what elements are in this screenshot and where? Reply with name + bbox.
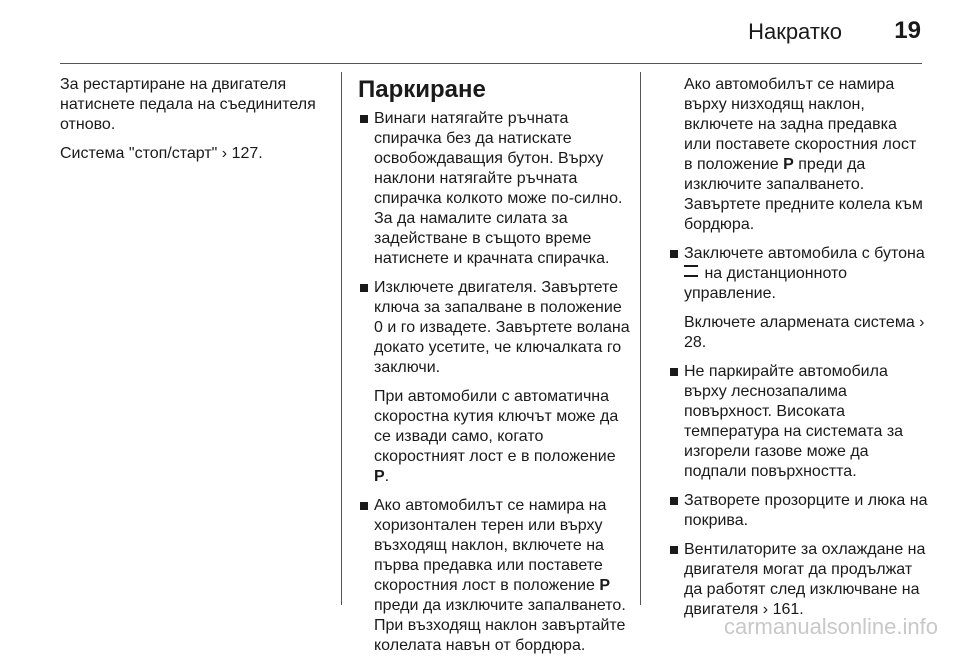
lock-button-icon xyxy=(684,265,698,277)
punctuation: . xyxy=(384,468,390,485)
column-3 xyxy=(668,75,928,629)
section-heading: Паркиране xyxy=(358,76,486,103)
page-reference-arrow-icon: › xyxy=(762,601,769,618)
paragraph-text: При автомобили с автоматична скоростна кутия ключът може да се извади само, когато скоростният лост е в положение xyxy=(374,388,619,465)
header-title: Накратко xyxy=(748,19,842,44)
bullet-item: Изключете двигателя. Завъртете ключа за запалване в положение 0 и го извадете. Завъртете волана докато усетите, че ключалката го заключи. xyxy=(358,278,630,378)
header-rule xyxy=(60,63,922,64)
page-reference-arrow-icon: › xyxy=(919,314,925,331)
column-divider-2 xyxy=(640,72,641,605)
column-divider-1 xyxy=(341,72,342,605)
page-reference[interactable]: 161. xyxy=(772,601,804,618)
paragraph xyxy=(668,75,928,235)
bullet-text: Ако автомобилът се намира на хоризонтален терен или върху възходящ наклон, включете на първа предавка или поставете скоростния лост в положение xyxy=(374,497,607,594)
bullet-item xyxy=(668,244,928,304)
paragraph: За рестартиране на двигателя натиснете педала на съединителя отново. xyxy=(60,76,316,133)
bullet-item xyxy=(358,496,630,656)
bullet-text: Заключете автомобила с бутона xyxy=(684,245,925,262)
bullet-item: Затворете прозорците и люка на покрива. xyxy=(668,491,928,531)
bullet-item: Не паркирайте автомобила върху леснозапалима повърхност. Високата температура на системата за изгорели газове може да подпали повърхността. xyxy=(668,362,928,482)
column-2 xyxy=(358,75,630,665)
paragraph xyxy=(358,387,630,487)
gear-position: P xyxy=(374,468,385,485)
page-reference-arrow-icon: › xyxy=(221,145,228,162)
bullet-text: на дистанционното управление. xyxy=(684,265,848,302)
watermark: carmanualsonline.info xyxy=(723,614,938,639)
paragraph-text: Ако автомобилът се намира върху низходящ наклон, включете на задна предавка или поставете скоростния лост в положение xyxy=(684,76,917,173)
paragraph-text: преди да изключите запалването. Завъртете предните колела към бордюра. xyxy=(684,156,923,233)
bullet-item xyxy=(668,540,928,620)
paragraph-text: Система "стоп/старт" xyxy=(60,145,218,162)
bullet-item: Винаги натягайте ръчната спирачка без да натискате освобождаващия бутон. Върху наклони натягайте ръчната спирачка колкото може по-силно. За да намалите силата за задействане в същото време натиснете и крачната спирачка. xyxy=(358,109,630,269)
gear-position: P xyxy=(783,156,794,173)
paragraph xyxy=(668,313,928,353)
page-reference[interactable]: 127. xyxy=(231,145,263,162)
gear-position: P xyxy=(599,577,611,594)
paragraph-text: Включете алармената система xyxy=(684,314,915,331)
bullet-text: Вентилаторите за охлаждане на двигателя могат да продължат да работят след изключване на двигателя xyxy=(684,541,926,618)
page-number: 19 xyxy=(894,17,921,44)
column-1 xyxy=(60,75,330,173)
bullet-text: преди да изключите запалването. При възходящ наклон завъртайте колелата навън от бордюра. xyxy=(374,597,626,654)
page-reference[interactable]: 28. xyxy=(684,334,707,351)
paragraph xyxy=(60,144,330,164)
